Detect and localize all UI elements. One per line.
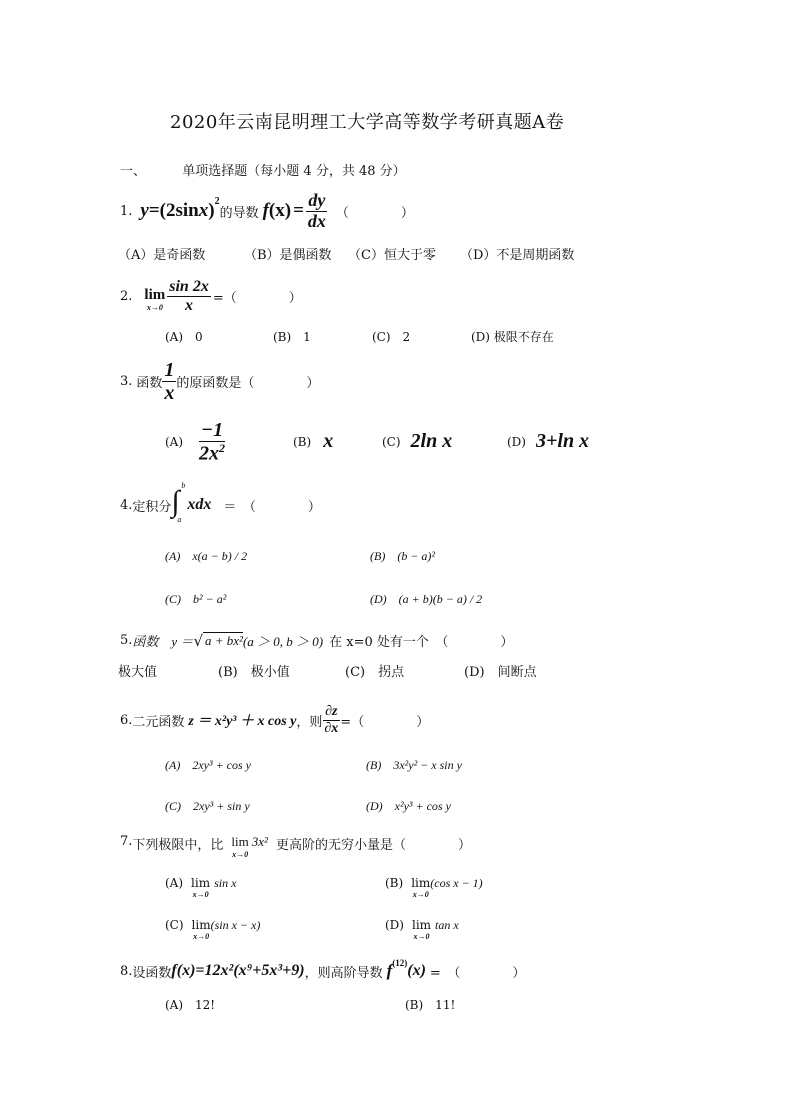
- q4-pre: 定积分: [132, 499, 172, 515]
- q7-pre: 下列极限中，比: [132, 838, 224, 853]
- q7-opt-d-lim: lim: [411, 918, 432, 932]
- q7-opt-a: sin x: [214, 876, 237, 890]
- q8-deriv: f: [386, 961, 393, 980]
- q2-frac-den: x: [185, 296, 194, 314]
- q1-base: (2sin: [159, 200, 199, 221]
- q1-frac-num: dy: [308, 189, 326, 210]
- q3-option-a: [165, 414, 227, 470]
- q6-option-a: (A) 2xy³ + cos y: [165, 758, 251, 772]
- q1-fx: f: [262, 200, 269, 221]
- question-4: [120, 483, 321, 527]
- q1-x: x: [198, 200, 209, 221]
- q7-opt-c-label: (C): [165, 918, 184, 932]
- q6-option-c: (C) 2xy³ + sin y: [165, 799, 250, 813]
- q8-option-a: (A) 12!: [165, 998, 216, 1012]
- q2-option-c: (C) 2: [372, 330, 411, 344]
- q5-pre: 函数 y ＝: [132, 634, 194, 649]
- q3-opt-b-label: (B): [293, 434, 312, 449]
- q6-fraction: [322, 704, 340, 736]
- q2-frac-num: sin 2x: [169, 277, 209, 295]
- q5-option-d: (D) 间断点: [464, 665, 537, 680]
- q7-opt-d-lim-sub: x→0: [413, 932, 430, 942]
- q8-mid: ，则高阶导数: [304, 965, 383, 981]
- q4-option-a: (A) x(a − b) / 2: [165, 549, 248, 563]
- section-number: 一、: [120, 164, 147, 179]
- q3-pre: 函数: [136, 375, 163, 391]
- q4-number: 4.: [120, 497, 133, 513]
- q3-frac-num: 1: [164, 358, 175, 381]
- q1-eq: =: [148, 200, 160, 221]
- q2-option-a: (A) 0: [165, 330, 203, 344]
- q8-number: 8.: [120, 963, 133, 979]
- q6-option-d: (D) x²y³ + cos y: [366, 799, 451, 813]
- q4-integral: [171, 481, 187, 525]
- q1-eq2: =: [293, 200, 304, 221]
- q1-answer-blank: （ ）: [335, 205, 414, 221]
- q5-cond: (a ＞ 0, b ＞ 0): [242, 634, 324, 649]
- q2-number: 2.: [120, 288, 133, 304]
- q3-opt-a-label: (A): [165, 435, 184, 449]
- q6-number: 6.: [120, 712, 133, 728]
- q8-pre: 设函数: [132, 965, 172, 981]
- q3-opt-a-den-wrap: [197, 442, 227, 465]
- q7-tail: 更高阶的无穷小量是（ ）: [275, 838, 471, 853]
- q7-opt-c-limit: [192, 918, 211, 941]
- q2-lim: lim: [144, 287, 166, 303]
- page-title: 2020年云南昆明理工大学高等数学考研真题A卷: [170, 112, 565, 133]
- q7-opt-b-lim-sub: x→0: [412, 890, 429, 900]
- question-5: [120, 631, 513, 650]
- question-8: [120, 958, 525, 984]
- q2-fraction: [167, 278, 211, 314]
- q2-tail: =（ ）: [212, 290, 302, 306]
- q7-lim: lim: [231, 834, 249, 849]
- q7-opt-b: (cos x − 1): [430, 876, 483, 890]
- q3-opt-b: x: [323, 430, 334, 452]
- q1-number: 1.: [120, 203, 133, 219]
- question-1: [120, 186, 414, 236]
- q7-opt-b-lim: lim: [411, 876, 431, 890]
- q7-opt-d-label: (D): [385, 918, 404, 932]
- q6-pre: 二元函数: [132, 714, 185, 730]
- q5-option-b: (B) 极小值: [218, 665, 290, 680]
- q7-opt-c: (sin x − x): [210, 918, 261, 932]
- q2-limit: [144, 288, 165, 312]
- q3-opt-c-label: (C): [382, 434, 401, 449]
- question-2: [120, 273, 302, 319]
- q6-mid: ，则: [296, 714, 323, 730]
- q1-derivative-fraction: [306, 191, 328, 232]
- q7-opt-a-limit: [191, 876, 210, 899]
- q2-option-d: (D) 极限不存在: [471, 330, 554, 344]
- q3-opt-a-pow: 2: [219, 441, 226, 456]
- q4-lower: a: [177, 515, 182, 524]
- q7-number: 7.: [120, 834, 133, 849]
- q1-pow: 2: [214, 196, 220, 207]
- q3-number: 3.: [120, 373, 133, 389]
- q7-opt-d: tan x: [435, 918, 459, 932]
- q7-expr: 3x²: [251, 834, 268, 849]
- q3-tail: 的原函数是（ ）: [176, 375, 320, 391]
- q7-option-d: [385, 918, 459, 941]
- q4-option-c: (C) b² − a²: [165, 592, 227, 606]
- q3-opt-a-num: −1: [200, 419, 224, 442]
- q3-opt-c: 2ln x: [410, 430, 453, 452]
- q5-number: 5.: [120, 633, 133, 648]
- q1-option-a: （A）是奇函数: [118, 248, 206, 263]
- q7-limit: [231, 834, 248, 859]
- question-6: [120, 698, 429, 742]
- q8-option-b: (B) 11!: [405, 998, 456, 1012]
- q7-opt-a-lim-sub: x→0: [192, 890, 209, 900]
- q6-option-b: (B) 3x²y² − x sin y: [366, 758, 462, 772]
- q6-tail: =（ ）: [340, 714, 430, 730]
- q7-option-a: [165, 876, 236, 899]
- q8-func: f(x)=12x²(x⁹+5x³+9): [171, 962, 305, 979]
- q4-option-b: (B) (b − a)²: [370, 549, 436, 563]
- q1-option-d: （D）不是周期函数: [460, 248, 575, 263]
- q3-opt-d: 3+ln x: [535, 430, 590, 452]
- q6-func: z ＝ x²y³ ＋ x cos y: [188, 714, 297, 729]
- q1-option-c: （C）恒大于零: [348, 248, 436, 263]
- q4-body: xdx: [187, 496, 212, 513]
- q5-root: a + bx²: [205, 633, 243, 648]
- q6-frac-num: ∂z: [325, 704, 338, 720]
- q6-frac-den: ∂x: [324, 720, 339, 736]
- q2-lim-sub: x→0: [146, 303, 163, 312]
- q1-y: y: [140, 200, 149, 221]
- question-3: [120, 355, 319, 407]
- q7-opt-b-label: (B): [385, 876, 404, 890]
- q4-integral-sign: ∫: [171, 485, 180, 518]
- q3-fraction: [162, 359, 176, 404]
- q5-option-c: (C) 拐点: [345, 665, 405, 680]
- q7-option-c: [165, 918, 260, 941]
- q7-opt-d-limit: [412, 918, 431, 941]
- q7-opt-a-lim: lim: [191, 876, 211, 890]
- q1-option-b: （B）是偶函数: [244, 248, 332, 263]
- q7-opt-a-label: (A): [165, 876, 184, 890]
- q1-close: ): [208, 200, 215, 221]
- section-heading: [120, 160, 406, 179]
- q3-opt-d-label: (D): [507, 434, 526, 449]
- q3-option-b: [293, 430, 333, 453]
- q7-opt-c-lim: lim: [191, 918, 211, 932]
- q2-option-b: (B) 1: [273, 330, 311, 344]
- question-7: [120, 834, 471, 859]
- q5-tail: 在 x=0 处有一个 （ ）: [329, 635, 514, 650]
- q5-option-a: 极大值: [118, 665, 158, 680]
- q1-frac-den: dx: [307, 210, 326, 231]
- q8-deriv-arg: (x): [407, 962, 426, 979]
- q5-radical: √: [193, 631, 203, 650]
- q7-opt-b-limit: [411, 876, 430, 899]
- section-label: 单项选择题（每小题 4 分，共 48 分）: [182, 164, 406, 179]
- q1-mid: 的导数: [219, 205, 259, 221]
- q8-tail: = （ ）: [429, 965, 526, 981]
- q3-opt-a-fraction: [197, 419, 227, 465]
- q8-deriv-pow: (12): [392, 958, 408, 968]
- q7-lim-sub: x→0: [232, 849, 249, 859]
- q4-upper: b: [181, 481, 186, 490]
- q3-frac-den: x: [164, 381, 175, 404]
- q4-option-d: (D) (a + b)(b − a) / 2: [370, 592, 483, 606]
- q3-option-c: [382, 430, 452, 453]
- q1-fx-arg: (x): [268, 200, 292, 221]
- q3-opt-a-den: 2x: [199, 442, 220, 465]
- q7-opt-c-lim-sub: x→0: [193, 932, 210, 942]
- q7-option-b: [385, 876, 483, 899]
- q4-tail: ＝ （ ）: [223, 499, 321, 515]
- q3-option-d: [507, 430, 589, 453]
